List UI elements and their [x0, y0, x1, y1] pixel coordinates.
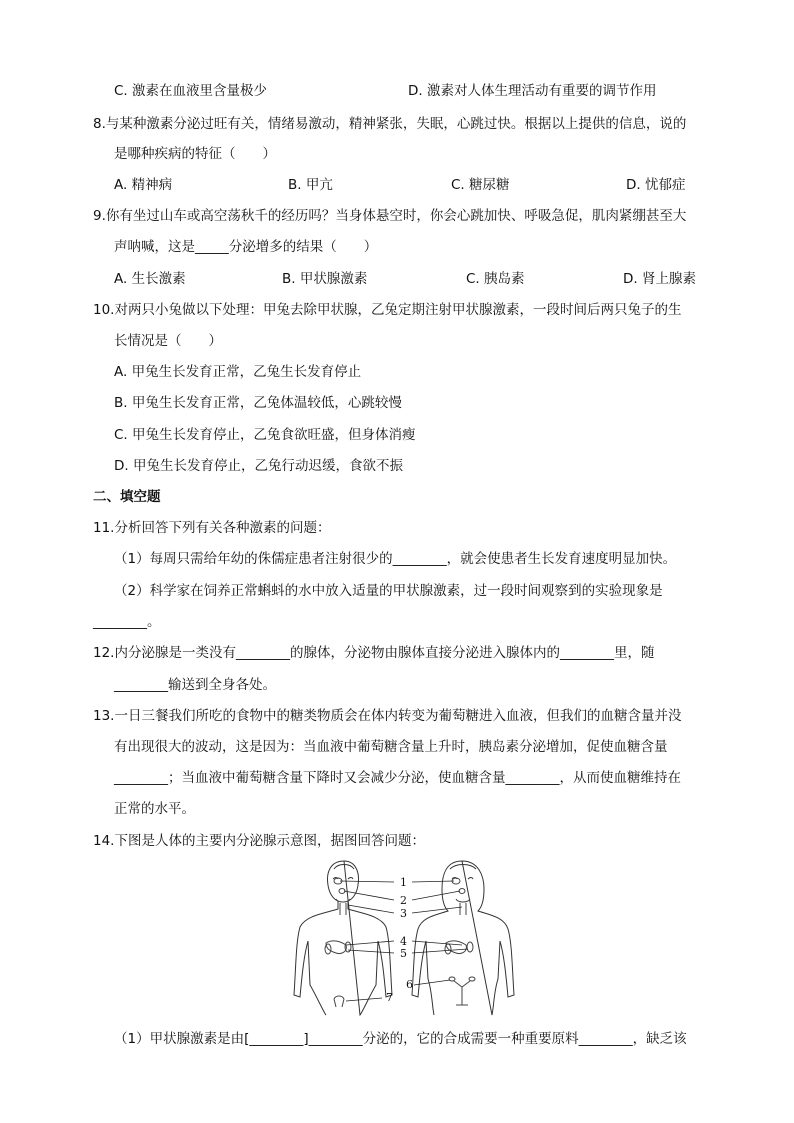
- male-body-outline: [294, 861, 392, 1015]
- figure-label-5: 5: [400, 947, 407, 960]
- q7-option-d: D. 激素对人体生理活动有重要的调节作用: [408, 83, 657, 99]
- q13-line-1: 13.一日三餐我们所吃的食物中的糖类物质会在体内转变为葡萄糖进入血液，但我们的血糖含量并没: [93, 708, 682, 724]
- q13-line-2: 有出现很大的波动，这是因为：当血液中葡萄糖含量上升时，胰岛素分泌增加，促使血糖含量: [114, 739, 668, 755]
- q8-option-b: B. 甲亢: [288, 177, 333, 193]
- q11-part-2: （2）科学家在饲养正常蝌蚪的水中放入适量的甲状腺激素，过一段时间观察到的实验现象是: [114, 583, 663, 599]
- q10-stem-line-2: 长情况是（ ）: [114, 333, 222, 349]
- figure-label-4: 4: [400, 935, 407, 948]
- female-body-outline: [412, 861, 514, 1015]
- endocrine-glands-figure: [286, 855, 520, 1017]
- section-title-fill-in: 二、填空题: [93, 489, 161, 505]
- q11-part-2-cont: ________。: [93, 614, 161, 630]
- q10-option-a: A. 甲兔生长发育正常，乙兔生长发育停止: [114, 364, 362, 380]
- q13-line-3: ________；当血液中葡萄糖含量下降时又会减少分泌，使血糖含量________，从而使血糖维持在: [114, 770, 681, 786]
- q10-option-b: B. 甲兔生长发育正常，乙兔体温较低，心跳较慢: [114, 395, 402, 411]
- q9-option-a: A. 生长激素: [114, 271, 186, 287]
- figure-label-6: 6: [406, 978, 413, 991]
- q13-line-4: 正常的水平。: [114, 801, 195, 817]
- q8-option-d: D. 忧郁症: [626, 177, 686, 193]
- figure-label-2: 2: [400, 894, 407, 907]
- female-glands: [445, 878, 475, 1005]
- q11-stem: 11.分析回答下列有关各种激素的问题：: [93, 520, 331, 536]
- q11-part-1: （1）每周只需给年幼的侏儒症患者注射很少的________，就会使患者生长发育速度明显加快。: [114, 551, 677, 567]
- q12-line-2: ________输送到全身各处。: [114, 677, 276, 693]
- q9-stem-line-1: 9.你有坐过山车或高空荡秋千的经历吗？当身体悬空时，你会心跳加快、呼吸急促，肌肉紧绷甚至大: [93, 208, 687, 224]
- q8-stem-line-2: 是哪种疾病的特征（ ）: [114, 146, 276, 162]
- q14-stem: 14.下图是人体的主要内分泌腺示意图，据图回答问题：: [93, 833, 425, 849]
- q8-option-a: A. 精神病: [114, 177, 173, 193]
- q14-part-1: （1）甲状腺激素是由[________]________分泌的，它的合成需要一种重要原料________，缺乏该: [114, 1031, 687, 1047]
- q9-stem-line-2: 声呐喊，这是_____分泌增多的结果（ ）: [114, 239, 378, 255]
- q10-stem-line-1: 10.对两只小兔做以下处理：甲兔去除甲状腺，乙兔定期注射甲状腺激素，一段时间后两只兔子的生: [93, 302, 682, 318]
- q9-option-d: D. 肾上腺素: [623, 271, 696, 287]
- q9-option-c: C. 胰岛素: [466, 271, 525, 287]
- q8-option-c: C. 糖尿糖: [451, 177, 510, 193]
- q10-option-d: D. 甲兔生长发育停止，乙兔行动迟缓，食欲不振: [114, 458, 403, 474]
- figure-label-1: 1: [400, 876, 407, 889]
- figure-label-7: 7: [386, 991, 393, 1004]
- figure-label-3: 3: [400, 907, 407, 920]
- male-glands: [325, 878, 351, 1007]
- q10-option-c: C. 甲兔生长发育停止，乙兔食欲旺盛，但身体消瘦: [114, 427, 416, 443]
- q7-option-c: C. 激素在血液里含量极少: [114, 83, 268, 99]
- q12-line-1: 12.内分泌腺是一类没有________的腺体，分泌物由腺体直接分泌进入腺体内的________里，随: [93, 645, 655, 661]
- q9-option-b: B. 甲状腺激素: [282, 271, 368, 287]
- q8-stem-line-1: 8.与某种激素分泌过旺有关，情绪易激动，精神紧张，失眠，心跳过快。根据以上提供的信息，说的: [93, 116, 687, 132]
